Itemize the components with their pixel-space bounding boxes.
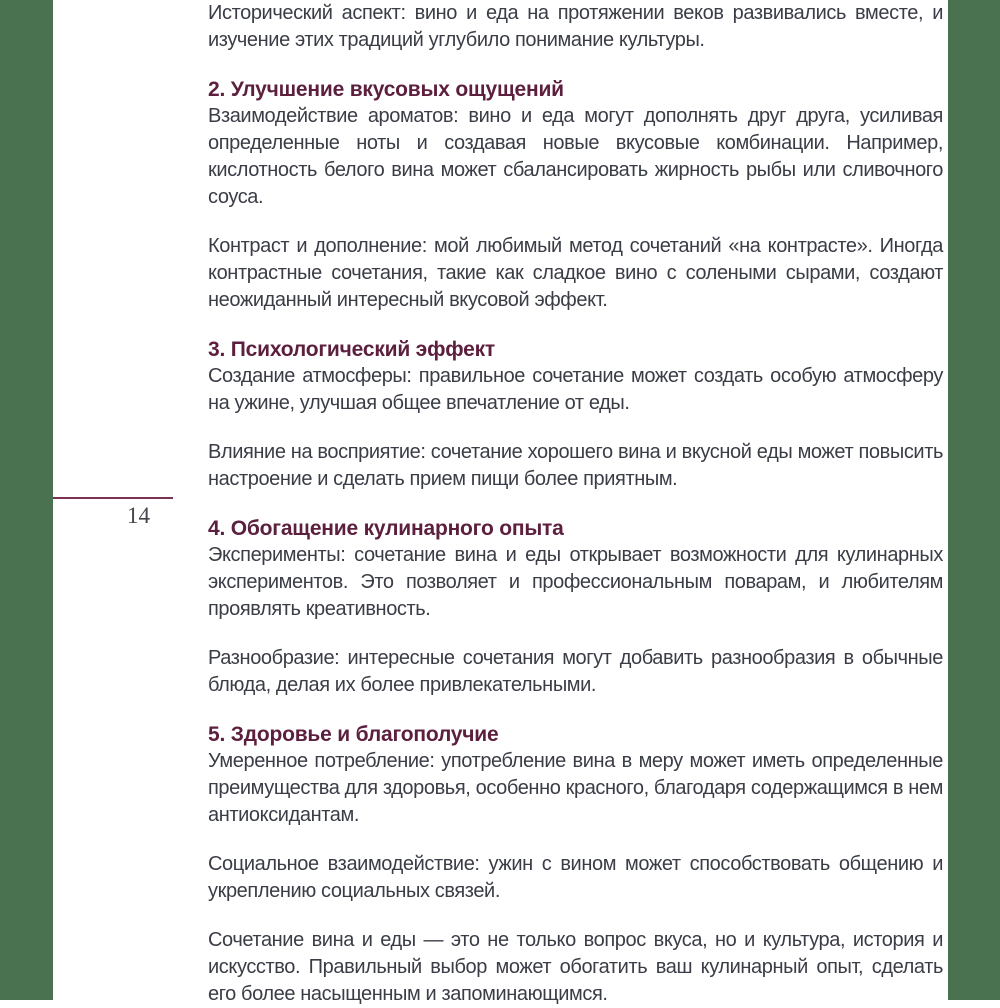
paragraph-variety: Разнообразие: интересные сочетания могут добавить разнообразия в обычные блюда, делая их более привлекательными. [208,647,943,696]
section-heading-3: 3. Психологический эффект [208,338,496,361]
paragraph-perception: Влияние на восприятие: сочетание хорошего вина и вкусной еды может повысить настроение и сделать прием пищи более приятным. [208,441,943,490]
section-heading-4: 4. Обогащение кулинарного опыта [208,517,564,540]
paragraph-atmosphere: Создание атмосферы: правильное сочетание может создать особую атмосферу на ужине, улучшая общее впечатление от еды. [208,365,943,414]
left-page-band [0,0,53,1000]
paragraph-contrast: Контраст и дополнение: мой любимый метод сочетаний «на контрасте». Иногда контрастные сочетания, такие как сладкое вино с солеными сырами, создают неожиданный интересный вкусовой эффект. [208,235,943,311]
paragraph-moderate-consumption: Умеренное потребление: употребление вина в меру может иметь определенные преимущества для здоровья, особенно красного, благодаря содержащимся в нем антиоксидантам. [208,750,943,826]
section-heading-2: 2. Улучшение вкусовых ощущений [208,78,564,101]
paragraph-social-interaction: Социальное взаимодействие: ужин с вином может способствовать общению и укреплению социальных связей. [208,853,943,902]
page-number: 14 [127,503,150,528]
page-content [208,0,943,1008]
right-page-band [948,0,1000,1000]
paragraph-aroma-interaction: Взаимодействие ароматов: вино и еда могут дополнять друг друга, усиливая определенные ноты и создавая новые вкусовые комбинации. Например, кислотность белого вина может сбалансировать жирность рыбы или сливочного соуса. [208,105,943,208]
section-heading-5: 5. Здоровье и благополучие [208,723,499,746]
paragraph-historical-aspect: Исторический аспект: вино и еда на протяжении веков развивались вместе, и изучение этих традиций углубило понимание культуры. [208,2,943,51]
paragraph-experiments: Эксперименты: сочетание вина и еды открывает возможности для кулинарных экспериментов. Это позволяет и профессиональным поварам, и любителям проявлять креативность. [208,544,943,620]
folio-rule [53,497,173,499]
paragraph-conclusion: Сочетание вина и еды — это не только вопрос вкуса, но и культура, история и искусство. Правильный выбор может обогатить ваш кулинарный опыт, сделать его более насыщенным и запоминающимся. [208,929,943,1005]
